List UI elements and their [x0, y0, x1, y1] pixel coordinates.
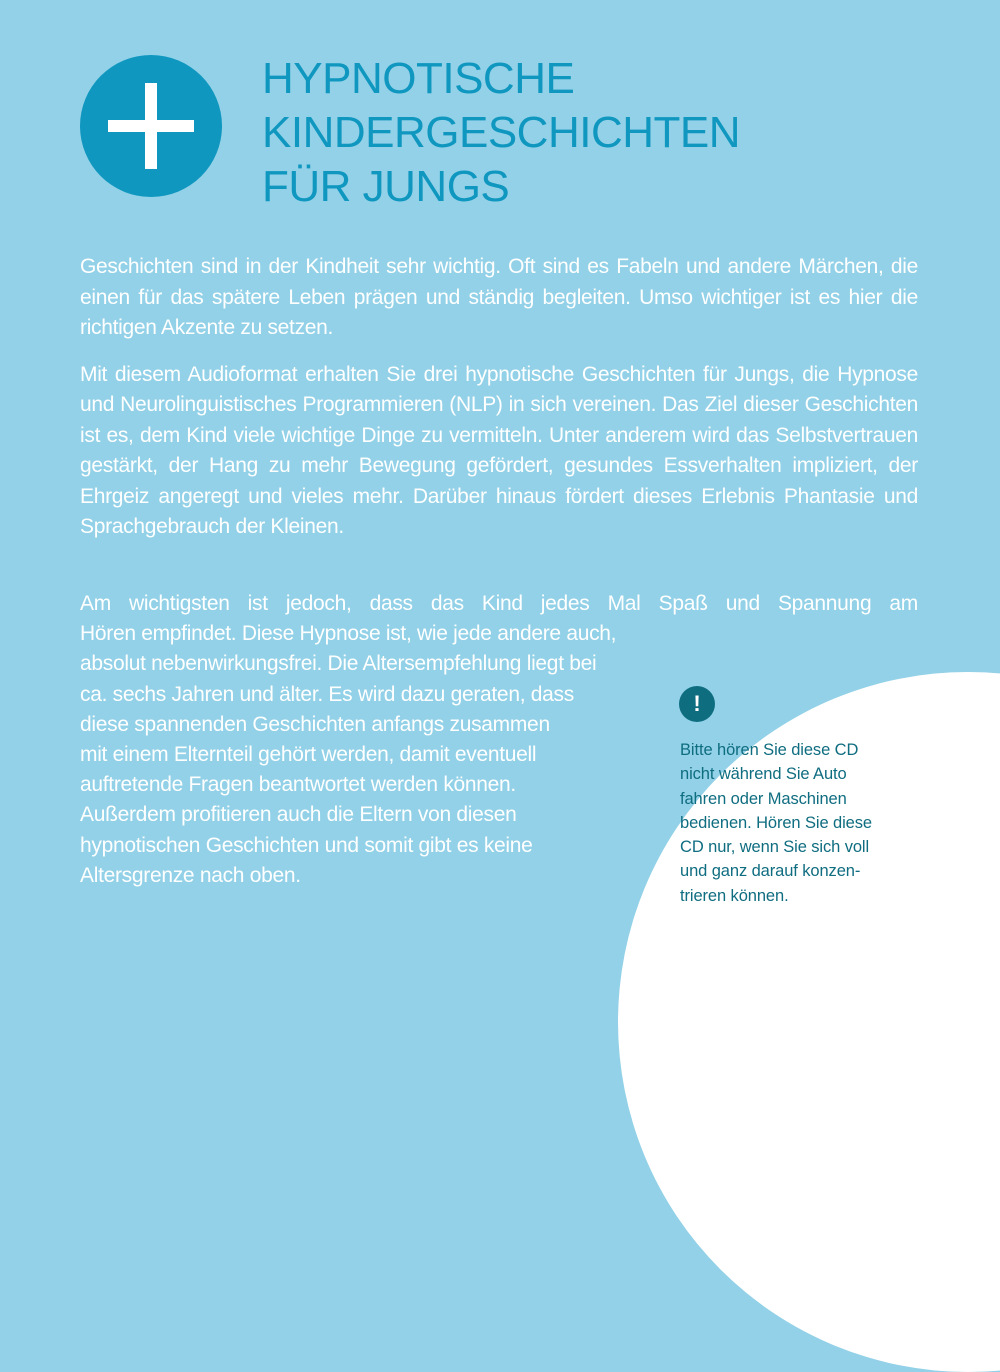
paragraph-3-line: ca. sechs Jahren und älter. Es wird dazu geraten, dass: [80, 682, 574, 706]
notice-line: nicht während Sie Auto: [680, 765, 847, 784]
plus-icon: [80, 55, 222, 197]
title-line-3: FÜR JUNGS: [262, 162, 510, 211]
paragraph-3-line: Außerdem profitieren auch die Eltern von diesen: [80, 803, 517, 827]
notice-line: Bitte hören Sie diese CD: [680, 741, 859, 759]
paragraph-3-line: auftretende Fragen beantwortet werden können.: [80, 773, 516, 797]
page-title: [262, 52, 740, 214]
paragraph-2: Mit diesem Audioformat erhalten Sie drei hypnotische Geschichten für Jungs, die Hypnose und Neurolinguistisches Programmieren (NLP) in sich vereinen. Das Ziel dieser Geschichten ist es, dem Kind viele wichtige Dinge zu vermitteln. Unter anderem wird das Selbstvertrauen gestärkt, der Hang zu mehr Bewegung gefördert, gesundes Essverhalten impliziert, der Ehrgeiz angeregt und vieles mehr. Darüber hinaus fördert dieses Erlebnis Phantasie und Sprachgebrauch der Kleinen.: [80, 362, 918, 538]
paragraph-3-line: hypnotischen Geschichten und somit gibt es keine: [80, 833, 533, 857]
notice-line: trieren können.: [680, 886, 789, 905]
exclamation-icon: !: [679, 686, 715, 722]
notice-line: bedienen. Hören Sie diese: [680, 813, 872, 832]
paragraph-3-line: diese spannenden Geschichten anfangs zusammen: [80, 712, 550, 736]
title-line-2: KINDERGESCHICHTEN: [262, 108, 740, 157]
paragraph-3-line: Hören empfindet. Diese Hypnose ist, wie jede andere auch,: [80, 622, 617, 646]
paragraph-3-line: absolut nebenwirkungsfrei. Die Altersempfehlung liegt bei: [80, 652, 597, 676]
paragraph-3-line: mit einem Elternteil gehört werden, damit eventuell: [80, 743, 537, 767]
paragraph-3-line: Altersgrenze nach oben.: [80, 863, 301, 887]
body-text: [80, 252, 918, 559]
notice-line: und ganz darauf konzen-: [680, 862, 861, 881]
plus-vertical-bar: [145, 83, 157, 169]
paragraph-1: Geschichten sind in der Kindheit sehr wichtig. Oft sind es Fabeln und andere Märchen, die einen für das spätere Leben prägen und ständig begleiten. Umso wichtiger ist es hier die richtigen Akzente zu setzen.: [80, 255, 918, 339]
notice-line: fahren oder Maschinen: [680, 789, 847, 808]
paragraph-3-line: Am wichtigsten ist jedoch, dass das Kind jedes Mal Spaß und Spannung am: [80, 592, 918, 615]
notice-line: CD nur, wenn Sie sich voll: [680, 838, 870, 857]
title-line-1: HYPNOTISCHE: [262, 54, 575, 103]
notice-text: [680, 738, 920, 908]
